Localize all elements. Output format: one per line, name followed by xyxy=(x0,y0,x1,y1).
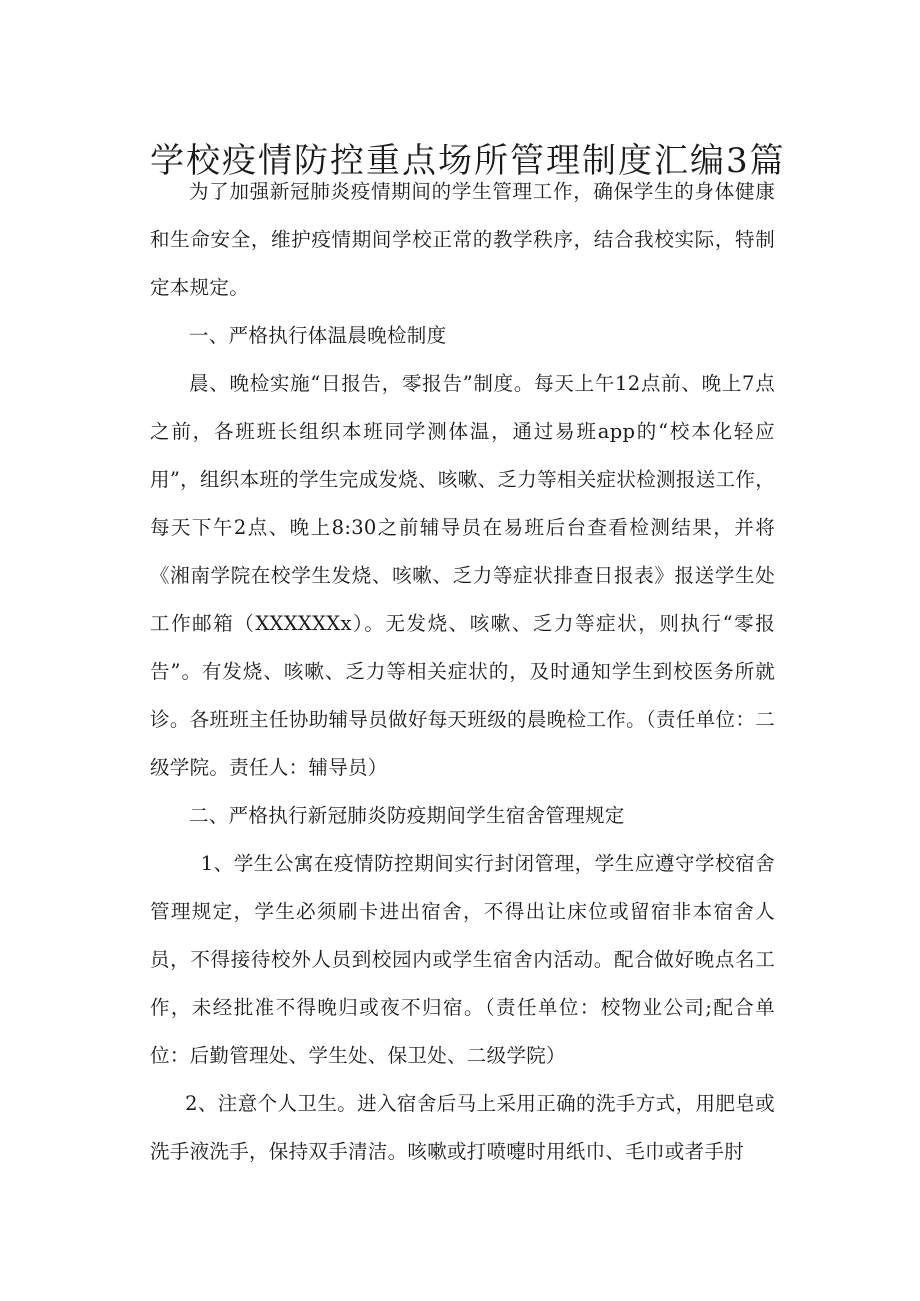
section-1-paragraph: 晨、晚检实施“日报告，零报告”制度。每天上午12点前、晚上7点之前，各班班长组织本班同学测体温，通过易班app的“校本化轻应用”，组织本班的学生完成发烧、咳嗽、乏力等相关症状检测报送工作，每天下午2点、晚上8:30之前辅导员在易班后台查看检测结果，并将《湘南学院在校学生发烧、咳嗽、乏力等症状排查日报表》报送学生处工作邮箱（XXXXXXx）。无发烧、咳嗽、乏力等症状，则执行“零报告”。有发烧、咳嗽、乏力等相关症状的，及时通知学生到校医务所就诊。各班班主任协助辅导员做好每天班级的晨晚检工作。（责任单位：二级学院。责任人：辅导员） xyxy=(150,372,775,779)
section-heading-1: 一、严格执行体温晨晚检制度 xyxy=(189,324,447,347)
section-2-item-2: 2、注意个人卫生。进入宿舍后马上采用正确的洗手方式，用肥皂或洗手液洗手，保持双手清洁。咳嗽或打喷嚏时用纸巾、毛巾或者手肘 xyxy=(150,1092,775,1163)
section-heading-2: 二、严格执行新冠肺炎防疫期间学生宿舍管理规定 xyxy=(189,804,625,827)
document-body xyxy=(150,168,775,1176)
document-title: 学校疫情防控重点场所管理制度汇编3篇 xyxy=(150,140,786,181)
intro-paragraph: 为了加强新冠肺炎疫情期间的学生管理工作，确保学生的身体健康和生命安全，维护疫情期间学校正常的教学秩序，结合我校实际，特制定本规定。 xyxy=(150,180,775,299)
section-2-item-1: 1、学生公寓在疫情防控期间实行封闭管理，学生应遵守学校宿舍管理规定，学生必须刷卡进出宿舍，不得出让床位或留宿非本宿舍人员，不得接待校外人员到校园内或学生宿舍内活动。配合做好晚点名工作，未经批准不得晚归或夜不归宿。（责任单位：校物业公司;配合单位：后勤管理处、学生处、保卫处、二级学院） xyxy=(150,852,775,1067)
